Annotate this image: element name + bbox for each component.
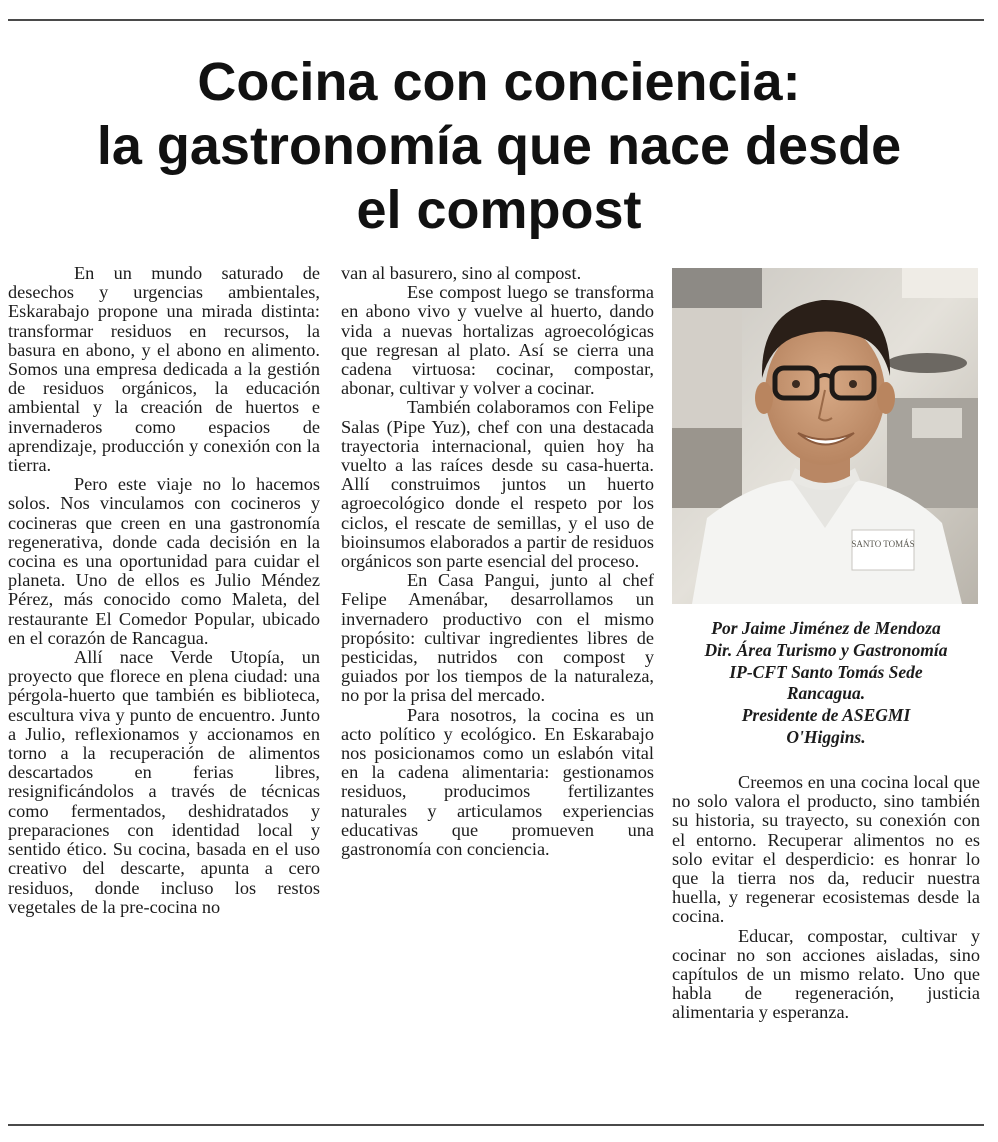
byline-line: Rancagua. bbox=[786, 683, 866, 704]
headline-line-3: el compost bbox=[356, 180, 642, 240]
paragraph: Allí nace Verde Utopía, un proyecto que florece en plena ciudad: una pérgola-huerto que también es biblioteca, escultura viva y punto de encuentro. Junto a Julio, reflexionamos y accionamos en torno a la recuperación de alimentos descartados en ferias libres, resignificándolos a través de técnicas como fermentados, deshidratados y preparaciones con identidad local y sentido ético. Su cocina, basada en el uso creativo del descarte, apunta a cero residuos, donde incluso los restos vegetales de la pre-cocina no bbox=[8, 647, 320, 917]
byline-line: Dir. Área Turismo y Gastronomía bbox=[704, 639, 948, 660]
article-headline bbox=[20, 50, 978, 242]
top-rule bbox=[8, 19, 984, 21]
article-column-2 bbox=[341, 264, 654, 859]
article-column-1 bbox=[8, 264, 320, 917]
article-column-3 bbox=[672, 773, 980, 1023]
paragraph-continuation: van al basurero, sino al compost. bbox=[341, 263, 582, 283]
byline-line: Presidente de ASEGMI bbox=[741, 705, 911, 726]
paragraph: En Casa Pangui, junto al chef Felipe Amenábar, desarrollamos un invernadero productivo con el mismo propósito: cultivar ingredientes libres de pesticidas, nutridos con compost y guiados por los tiempos de la naturaleza, no por la prisa del mercado. bbox=[341, 570, 654, 706]
paragraph: También colaboramos con Felipe Salas (Pipe Yuz), chef con una destacada trayectoria internacional, quien hoy ha vuelto a las raíces desde su casa-huerta. Allí construimos juntos un huerto agroecológico donde el respeto por los ciclos, el rescate de semillas, y el uso de bioinsumos elaborados a partir de residuos orgánicos son parte esencial del proceso. bbox=[341, 397, 654, 572]
headline-line-1: Cocina con conciencia: bbox=[197, 52, 801, 112]
byline-author-name: Por Jaime Jiménez de Mendoza bbox=[711, 618, 941, 638]
paragraph: Para nosotros, la cocina es un acto político y ecológico. En Eskarabajo nos posicionamos como un eslabón vital en la cadena alimentaria: gestionamos residuos, producimos fertilizantes naturales y articulamos experiencias educativas que promueven una gastronomía con conciencia. bbox=[341, 704, 654, 860]
paragraph: Ese compost luego se transforma en abono vivo y vuelve al huerto, dando vida a nuevas hortalizas agroecológicas que regresan al plato. Así se cierra una cadena virtuosa: cocinar, compostar, abonar, cultivar y volver a cocinar. bbox=[341, 282, 654, 399]
author-photo bbox=[672, 268, 978, 604]
headline-line-2: la gastronomía que nace desde bbox=[96, 116, 902, 176]
paragraph: Creemos en una cocina local que no solo valora el producto, sino también su historia, su trayecto, su conexión con el entorno. Recuperar alimentos no es solo evitar el desperdicio: es honrar lo que la tierra nos da, reducir nuestra huella, y regenerar ecosistemas desde la cocina. bbox=[672, 772, 980, 927]
paragraph: Pero este viaje no lo hacemos solos. Nos vinculamos con cocineros y cocineras que creen en una gastronomía regenerativa, donde cada decisión en la cocina es una oportunidad para cuidar el planeta. Uno de ellos es Julio Méndez Pérez, más conocido como Maleta, del restaurante El Comedor Popular, ubicado en el corazón de Rancagua. bbox=[8, 474, 320, 648]
author-byline bbox=[672, 618, 980, 749]
jacket-logo-text: SANTO TOMÁS bbox=[851, 539, 915, 549]
paragraph: En un mundo saturado de desechos y urgencias ambientales, Eskarabajo propone una mirada distinta: transformar residuos en recursos, la basura en abono, y el abono en alimento. Somos una empresa dedicada a la gestión de residuos orgánicos, la educación ambiental y la creación de huertos e invernaderos como espacios de aprendizaje, producción y conexión con la tierra. bbox=[8, 263, 320, 476]
byline-line: IP-CFT Santo Tomás Sede bbox=[729, 661, 923, 682]
author-portrait-illustration bbox=[672, 268, 978, 604]
bottom-rule bbox=[8, 1124, 984, 1126]
byline-line: O'Higgins. bbox=[786, 726, 866, 747]
paragraph: Educar, compostar, cultivar y cocinar no son acciones aisladas, sino capítulos de un mismo relato. Uno que habla de regeneración, justicia alimentaria y esperanza. bbox=[672, 925, 980, 1023]
